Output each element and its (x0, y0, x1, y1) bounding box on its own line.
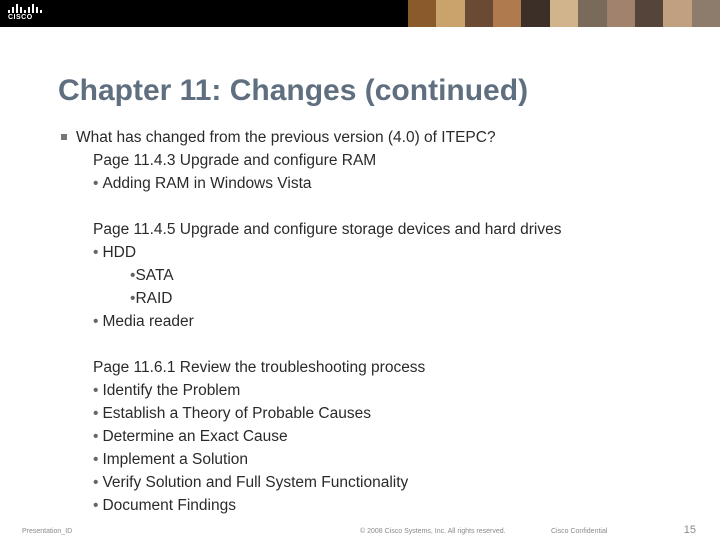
list-item: • Identify the Problem (93, 382, 241, 399)
square-bullet-icon (61, 134, 67, 140)
slide-title: Chapter 11: Changes (continued) (58, 74, 529, 107)
presentation-id: Presentation_ID (22, 528, 73, 535)
section-heading: Page 11.4.3 Upgrade and configure RAM (93, 152, 377, 169)
list-item: • Establish a Theory of Probable Causes (93, 405, 371, 422)
bullet-icon: • (93, 497, 99, 514)
bullet-icon: • (130, 267, 136, 284)
bullet-icon: • (93, 405, 99, 422)
list-item: • Document Findings (93, 497, 236, 514)
bullet-icon: • (130, 290, 136, 307)
page-number: 15 (683, 524, 696, 536)
cisco-logo (8, 4, 44, 22)
list-item: • Adding RAM in Windows Vista (93, 175, 312, 192)
copyright-notice: © 2008 Cisco Systems, Inc. All rights reserved. (360, 528, 506, 535)
sub-list-item: •RAID (130, 290, 173, 307)
bullet-icon: • (93, 175, 99, 192)
bullet-icon: • (93, 244, 99, 261)
list-item: • Implement a Solution (93, 451, 249, 468)
list-item: • HDD (93, 244, 137, 261)
bullet-icon: • (93, 382, 99, 399)
section-heading: Page 11.4.5 Upgrade and configure storage devices and hard drives (93, 221, 562, 238)
bullet-icon: • (93, 313, 99, 330)
question-bullet (60, 126, 680, 149)
section-heading: Page 11.6.1 Review the troubleshooting process (93, 359, 426, 376)
bullet-icon: • (93, 428, 99, 445)
list-item: • Determine an Exact Cause (93, 428, 288, 445)
list-item: • Verify Solution and Full System Functionality (93, 474, 409, 491)
bullet-icon: • (93, 474, 99, 491)
bullet-icon: • (93, 451, 99, 468)
header-bar (0, 0, 720, 27)
confidential-label: Cisco Confidential (551, 528, 608, 535)
slide-body (60, 126, 680, 517)
people-photo-strip (408, 0, 720, 27)
logo-wordmark: CISCO (8, 14, 33, 21)
sub-list-item: •SATA (130, 267, 174, 284)
list-item: • Media reader (93, 313, 194, 330)
cisco-bridge-icon (8, 4, 44, 13)
question-text: What has changed from the previous version (4.0) of ITEPC? (76, 129, 496, 146)
